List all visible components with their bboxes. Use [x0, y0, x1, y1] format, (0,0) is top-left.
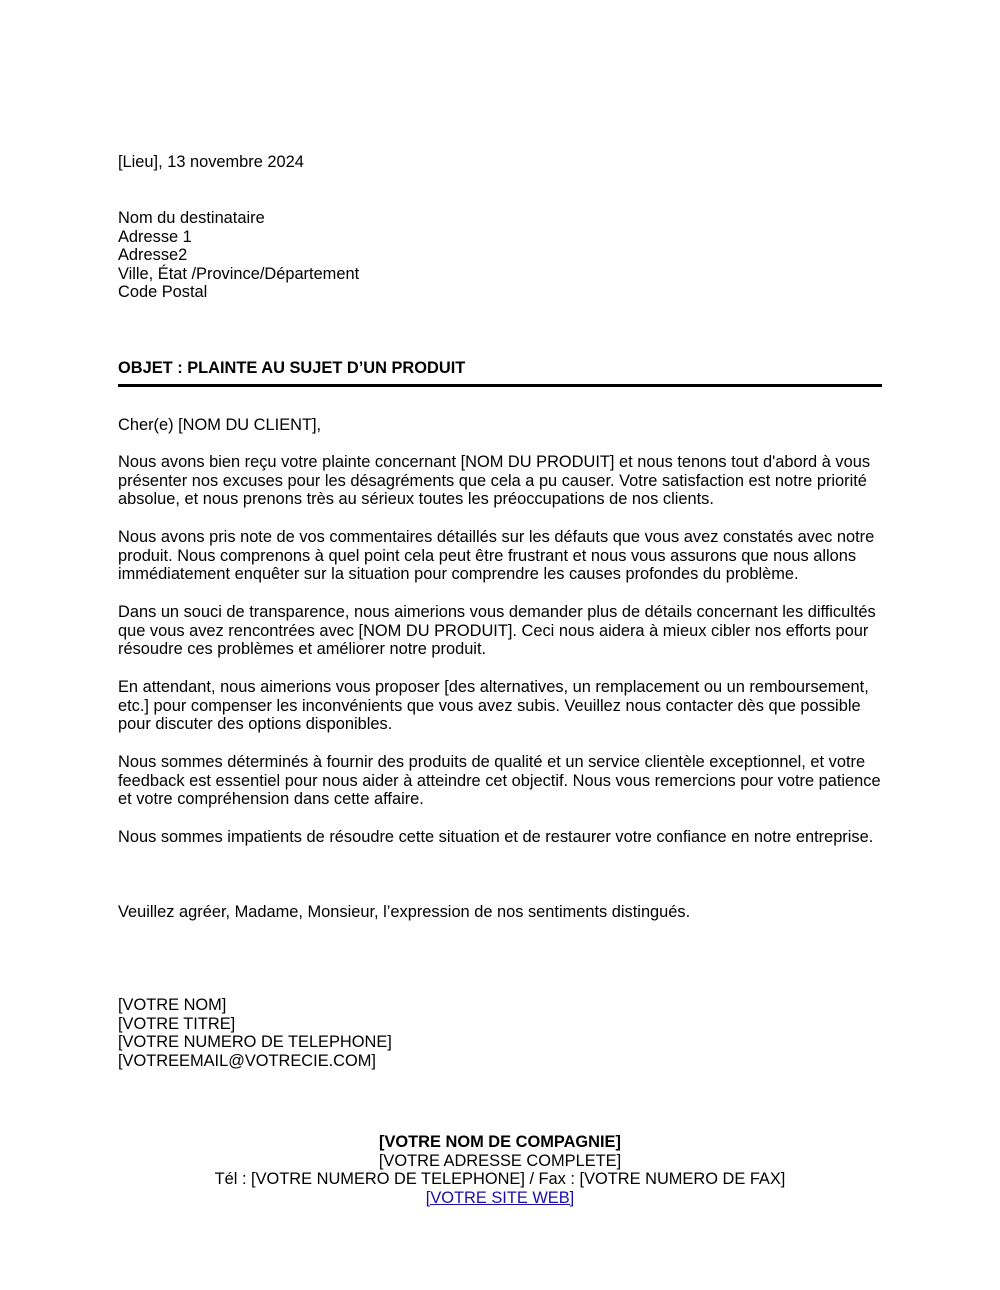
body-paragraph-1	[118, 453, 884, 509]
footer-company-name: [VOTRE NOM DE COMPAGNIE]	[379, 1133, 621, 1151]
paragraph-line: immédiatement enquêter sur la situation pour comprendre les causes profondes du problème.	[118, 565, 799, 584]
paragraph-line: résoudre ces problèmes et améliorer notre produit.	[118, 640, 487, 659]
body-paragraph-5	[118, 753, 884, 809]
recipient-address2: Adresse2	[118, 246, 188, 265]
signature-phone: [VOTRE NUMERO DE TELEPHONE]	[118, 1033, 392, 1052]
body-paragraph-3	[118, 603, 884, 659]
closing	[118, 903, 884, 922]
paragraph-line: présenter nos excuses pour les désagréments que cela a pu causer. Votre satisfaction est notre priorité	[118, 471, 867, 490]
recipient-name: Nom du destinataire	[118, 209, 265, 227]
subject-text: OBJET : PLAINTE AU SUJET D’UN PRODUIT	[118, 359, 466, 377]
signature-title: [VOTRE TITRE]	[118, 1014, 236, 1033]
footer-website-link[interactable]: [VOTRE SITE WEB]	[425, 1188, 575, 1207]
paragraph-line: Nous sommes impatients de résoudre cette situation et de restaurer votre confiance en notre entreprise.	[118, 828, 874, 846]
recipient-address	[118, 209, 884, 302]
paragraph-line: et votre compréhension dans cette affaire.	[118, 790, 424, 809]
body-paragraph-2	[118, 528, 884, 584]
salutation	[118, 416, 884, 435]
paragraph-line: etc.] pour compenser les inconvénients que vous avez subis. Veuillez nous contacter dès que possible	[118, 696, 861, 715]
body-paragraph-4	[118, 678, 884, 734]
signature-email: [VOTREEMAIL@VOTRECIE.COM]	[118, 1051, 376, 1070]
body-paragraph-6	[118, 828, 884, 847]
footer-website-line	[0, 1189, 1000, 1208]
closing-text: Veuillez agréer, Madame, Monsieur, l’expression de nos sentiments distingués.	[118, 903, 691, 921]
paragraph-line: produit. Nous comprenons à quel point cela peut être frustrant et nous vous assurons que nous allons	[118, 546, 857, 565]
paragraph-line: absolue, et nous prenons très au sérieux toutes les préoccupations de nos clients.	[118, 490, 714, 509]
signature-name: [VOTRE NOM]	[118, 996, 227, 1014]
paragraph-line: que vous avez rencontrées avec [NOM DU PRODUIT]. Ceci nous aidera à mieux cibler nos efforts pour	[118, 621, 869, 640]
place-date	[118, 153, 884, 172]
subject-divider	[118, 384, 882, 387]
company-footer	[0, 1133, 1000, 1207]
paragraph-line: En attendant, nous aimerions vous proposer [des alternatives, un remplacement ou un remboursement,	[118, 678, 869, 696]
recipient-city-state: Ville, État /Province/Département	[118, 264, 360, 283]
paragraph-line: Dans un souci de transparence, nous aimerions vous demander plus de détails concernant les difficultés	[118, 603, 876, 621]
paragraph-line: pour discuter des options disponibles.	[118, 715, 393, 734]
recipient-postal-code: Code Postal	[118, 283, 208, 302]
paragraph-line: Nous sommes déterminés à fournir des produits de qualité et un service clientèle exceptionnel, et votre	[118, 753, 866, 771]
salutation-text: Cher(e) [NOM DU CLIENT],	[118, 416, 322, 434]
paragraph-line: feedback est essentiel pour nous aider à atteindre cet objectif. Nous vous remercions pour votre patience	[118, 771, 881, 790]
paragraph-line: Nous avons pris note de vos commentaires détaillés sur les défauts que vous avez constatés avec notre	[118, 528, 875, 546]
footer-address: [VOTRE ADRESSE COMPLETE]	[378, 1151, 622, 1170]
place-date-text: [Lieu], 13 novembre 2024	[118, 153, 304, 171]
signature-block	[118, 996, 884, 1070]
recipient-address1: Adresse 1	[118, 227, 192, 246]
footer-contact: Tél : [VOTRE NUMERO DE TELEPHONE] / Fax : [VOTRE NUMERO DE FAX]	[214, 1170, 786, 1189]
paragraph-line: Nous avons bien reçu votre plainte concernant [NOM DU PRODUIT] et nous tenons tout d'abord à vous	[118, 453, 871, 471]
subject-line	[118, 359, 884, 378]
